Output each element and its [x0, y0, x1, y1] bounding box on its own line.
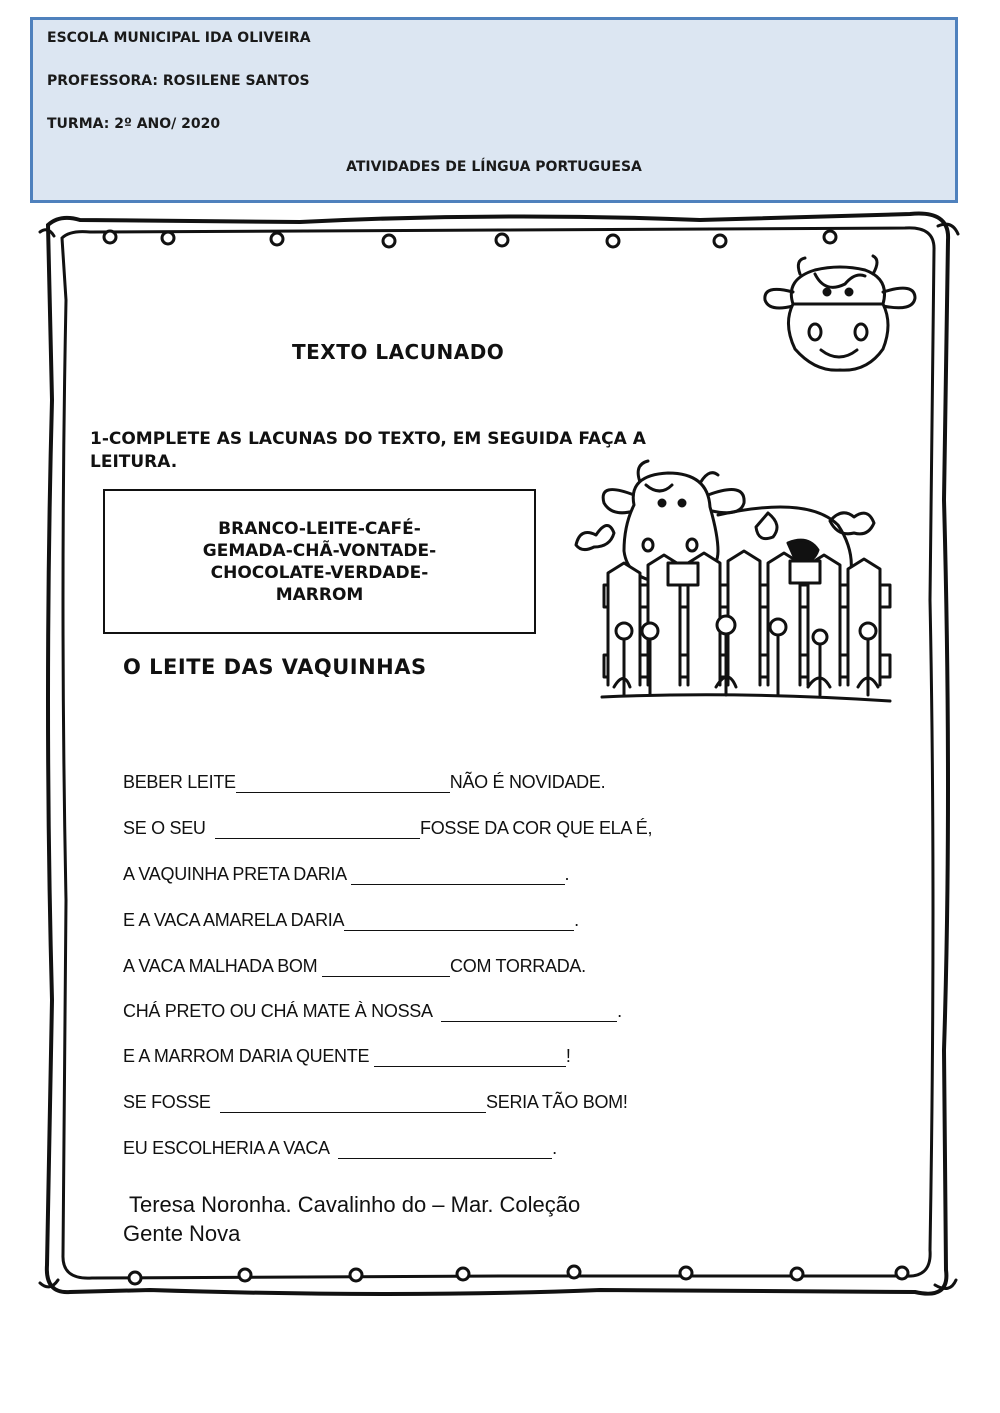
word-bank-line: CHOCOLATE-VERDADE-: [210, 562, 429, 583]
poem-text-before: SE FOSSE: [123, 1092, 221, 1112]
answer-blank[interactable]: [322, 958, 450, 977]
poem-text-after: .: [564, 864, 570, 884]
word-bank: [203, 518, 436, 606]
rivet-top: [162, 232, 174, 244]
poem-line: [123, 1046, 571, 1067]
rivet-bottom: [896, 1267, 908, 1279]
school-name: ESCOLA MUNICIPAL IDA OLIVEIRA: [47, 30, 311, 46]
poem-text-before: EU ESCOLHERIA A VACA: [123, 1138, 339, 1158]
poem-line: [123, 1001, 622, 1022]
rivet-bottom: [791, 1268, 803, 1280]
instruction-text: [90, 428, 860, 474]
rivet-top: [383, 235, 395, 247]
poem-text-after: .: [574, 910, 579, 930]
answer-blank[interactable]: [351, 866, 565, 885]
rivet-bottom: [457, 1268, 469, 1280]
cow-fence-illustration: [568, 455, 898, 713]
word-bank-line: BRANCO-LEITE-CAFÉ-: [218, 518, 421, 539]
instruction-line: LEITURA.: [90, 452, 178, 472]
poem-text-after: COM TORRADA.: [450, 956, 586, 976]
poem-text-before: SE O SEU: [123, 818, 216, 838]
rivet-bottom: [239, 1269, 251, 1281]
rivet-bottom: [129, 1272, 141, 1284]
poem-line: [123, 818, 652, 839]
poem-text-after: .: [552, 1138, 557, 1158]
rivet-top: [607, 235, 619, 247]
word-bank-box: [103, 489, 536, 634]
poem-text-before: BEBER LEITE: [123, 772, 236, 792]
poem-text-before: A VAQUINHA PRETA DARIA: [123, 864, 351, 884]
answer-blank[interactable]: [374, 1048, 566, 1067]
rivet-top: [496, 234, 508, 246]
rivet-bottom: [350, 1269, 362, 1281]
answer-blank[interactable]: [220, 1094, 486, 1113]
rivet-top: [104, 231, 116, 243]
cow-head-icon: [755, 254, 925, 374]
word-bank-line: GEMADA-CHÃ-VONTADE-: [202, 540, 437, 561]
subject-title: ATIVIDADES DE LÍNGUA PORTUGUESA: [346, 159, 642, 175]
teacher-name: PROFESSORA: ROSILENE SANTOS: [47, 73, 310, 89]
source-credit: [123, 1190, 580, 1248]
worksheet-title: TEXTO LACUNADO: [292, 340, 505, 364]
instruction-line: 1-COMPLETE AS LACUNAS DO TEXTO, EM SEGUIDA FAÇA A: [90, 429, 646, 449]
answer-blank[interactable]: [441, 1003, 617, 1022]
answer-blank[interactable]: [236, 774, 450, 793]
poem-text-after: NÃO É NOVIDADE.: [449, 772, 606, 792]
class-info: TURMA: 2º ANO/ 2020: [47, 116, 221, 132]
poem-text-before: A VACA MALHADA BOM: [123, 956, 323, 976]
poem-text-after: FOSSE DA COR QUE ELA É,: [420, 818, 653, 838]
poem-line: [123, 1138, 557, 1159]
answer-blank[interactable]: [344, 912, 574, 931]
word-bank-line: MARROM: [275, 584, 364, 605]
poem-text-after: !: [565, 1046, 571, 1066]
poem-text-after: .: [617, 1001, 622, 1021]
poem-line: [123, 1092, 628, 1113]
rivet-top: [824, 231, 836, 243]
poem-text-before: CHÁ PRETO OU CHÁ MATE À NOSSA: [123, 1001, 442, 1021]
rivet-bottom: [680, 1267, 692, 1279]
poem-text-before: E A MARROM DARIA QUENTE: [123, 1046, 374, 1066]
rivet-top: [271, 233, 283, 245]
poem-line: [123, 910, 579, 931]
credit-line: Teresa Noronha. Cavalinho do – Mar. Coleção: [129, 1192, 581, 1217]
poem-line: [123, 956, 586, 977]
rivet-top: [714, 235, 726, 247]
answer-blank[interactable]: [338, 1140, 552, 1159]
poem-text-after: SERIA TÃO BOM!: [486, 1092, 628, 1112]
rivet-bottom: [568, 1266, 580, 1278]
poem-line: [123, 772, 605, 793]
poem-text-before: E A VACA AMARELA DARIA: [123, 910, 345, 930]
poem-line: [123, 864, 569, 885]
answer-blank[interactable]: [215, 820, 420, 839]
credit-line: Gente Nova: [123, 1221, 241, 1246]
poem-title: O LEITE DAS VAQUINHAS: [123, 655, 427, 679]
